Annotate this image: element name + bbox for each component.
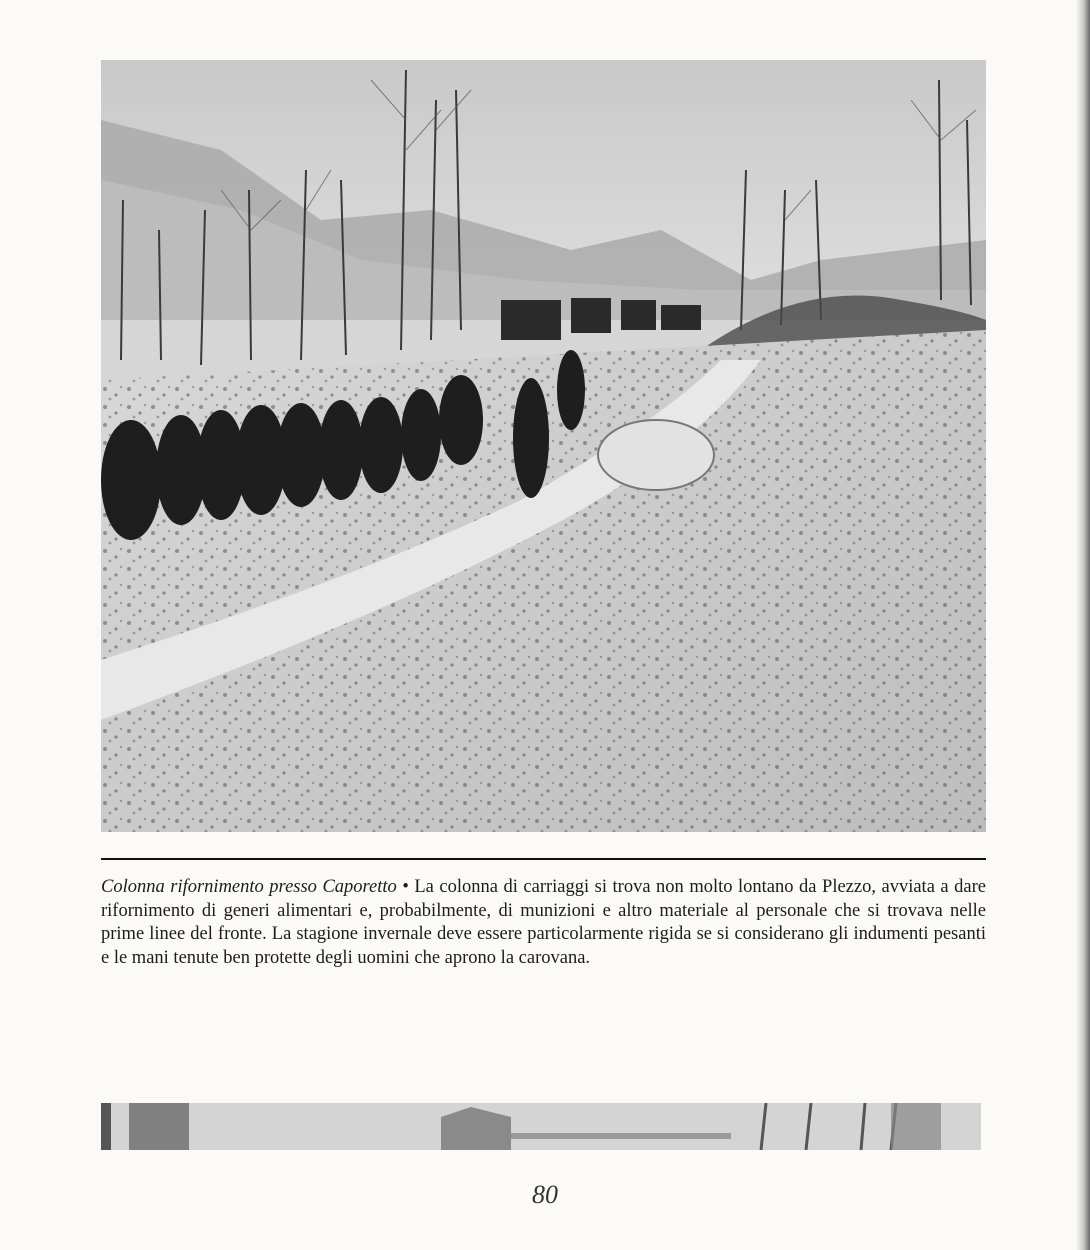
- caption-text: La colonna di carriaggi si trova non molto lontano da Plezzo, avviata a dare rifornimento di generi alimentari e, probabilmente, di munizioni e altro materiale al personale che si trovava nelle prime linee del fronte. La stagione invernale deve essere particolarmente rigida se si considerano gli indumenti pesanti e le mani tenute ben protette degli uomini che aprono la carovana.: [101, 877, 987, 968]
- page-edge-shadow: [1076, 0, 1090, 1250]
- decorative-photo-strip: [101, 1103, 981, 1150]
- page-number: 80: [532, 1180, 558, 1209]
- caption-title: Colonna rifornimento presso Caporetto: [101, 877, 397, 897]
- photo-caption: [101, 876, 986, 970]
- caption-separator: •: [402, 877, 409, 897]
- main-photograph: [101, 60, 986, 832]
- caption-rule: [101, 858, 986, 860]
